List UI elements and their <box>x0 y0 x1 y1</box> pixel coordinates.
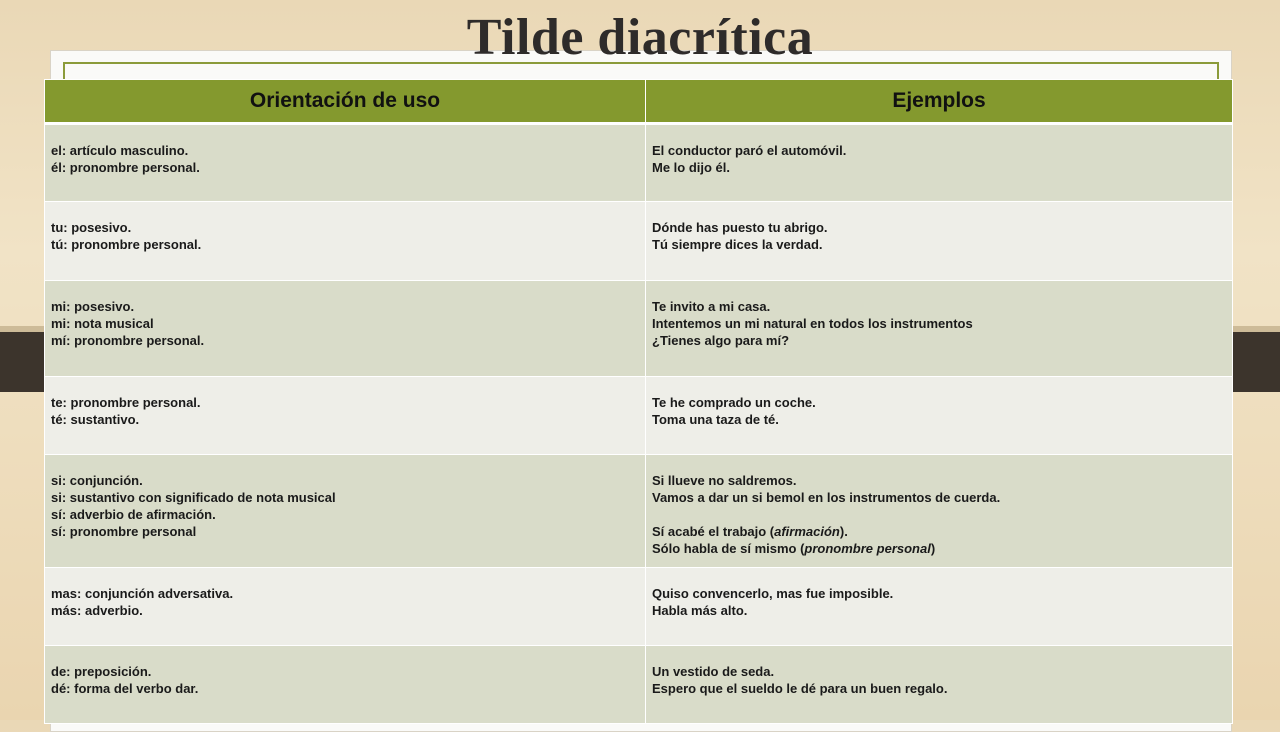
uso-line: te: pronombre personal. <box>51 395 201 410</box>
example-line <box>652 540 1226 557</box>
cell-ejemplos <box>646 646 1233 724</box>
cell-ejemplos <box>646 281 1233 377</box>
example-line: Espero que el sueldo le dé para un buen regalo. <box>652 681 948 696</box>
example-line <box>652 523 1226 540</box>
uso-line: él: pronombre personal. <box>51 160 200 175</box>
example-line: Un vestido de seda. <box>652 664 775 679</box>
cell-ejemplos <box>646 202 1233 281</box>
wood-band-right <box>1232 332 1280 392</box>
cell-uso <box>45 281 646 377</box>
cell-uso <box>45 202 646 281</box>
diacritic-table <box>44 79 1233 724</box>
uso-line: tú: pronombre personal. <box>51 237 202 252</box>
uso-line: tu: posesivo. <box>51 220 132 235</box>
example-line: Tú siempre dices la verdad. <box>652 237 823 252</box>
table-row <box>45 281 1233 377</box>
uso-line: mi: nota musical <box>51 316 154 331</box>
example-text: ) <box>930 541 936 556</box>
column-header-ejemplos: Ejemplos <box>646 80 1233 124</box>
wood-band-left <box>0 332 46 392</box>
cell-uso <box>45 377 646 455</box>
uso-line: si: sustantivo con significado de nota musical <box>51 490 336 505</box>
example-line: Me lo dijo él. <box>652 160 731 175</box>
example-italic: afirmación <box>774 524 840 539</box>
example-text: Sólo habla de sí mismo ( <box>652 541 805 556</box>
uso-line: más: adverbio. <box>51 603 143 618</box>
cell-uso <box>45 568 646 646</box>
example-line: Toma una taza de té. <box>652 412 779 427</box>
uso-line: dé: forma del verbo dar. <box>51 681 199 696</box>
example-line: Te he comprado un coche. <box>652 395 816 410</box>
uso-line: de: preposición. <box>51 664 152 679</box>
cell-uso <box>45 455 646 568</box>
example-line: Dónde has puesto tu abrigo. <box>652 220 828 235</box>
table-row <box>45 377 1233 455</box>
example-italic: pronombre personal <box>804 541 931 556</box>
example-line: Habla más alto. <box>652 603 748 618</box>
cell-ejemplos <box>646 568 1233 646</box>
example-line: Te invito a mi casa. <box>652 299 771 314</box>
example-line: ¿Tienes algo para mí? <box>652 333 790 348</box>
table-header-row <box>45 80 1233 124</box>
example-line: Quiso convencerlo, mas fue imposible. <box>652 586 894 601</box>
cell-uso <box>45 124 646 202</box>
cell-uso <box>45 646 646 724</box>
example-line: Si llueve no saldremos. <box>652 473 797 488</box>
uso-line: sí: adverbio de afirmación. <box>51 507 216 522</box>
table-row <box>45 202 1233 281</box>
table-row <box>45 568 1233 646</box>
cell-ejemplos <box>646 377 1233 455</box>
example-line: Intentemos un mi natural en todos los instrumentos <box>652 316 973 331</box>
column-header-uso: Orientación de uso <box>45 80 646 124</box>
cell-ejemplos <box>646 455 1233 568</box>
uso-line: mas: conjunción adversativa. <box>51 586 234 601</box>
uso-line: mi: posesivo. <box>51 299 135 314</box>
uso-line: mí: pronombre personal. <box>51 333 205 348</box>
table-row <box>45 455 1233 568</box>
uso-line: el: artículo masculino. <box>51 143 189 158</box>
table-row <box>45 646 1233 724</box>
example-spacer <box>652 506 1226 523</box>
example-line: Vamos a dar un si bemol en los instrumentos de cuerda. <box>652 490 1001 505</box>
example-text: Sí acabé el trabajo ( <box>652 524 775 539</box>
cell-ejemplos <box>646 124 1233 202</box>
uso-line: sí: pronombre personal <box>51 524 197 539</box>
table-row <box>45 124 1233 202</box>
example-line: El conductor paró el automóvil. <box>652 143 847 158</box>
slide-title: Tilde diacrítica <box>466 9 814 66</box>
example-text: ). <box>839 524 848 539</box>
uso-line: si: conjunción. <box>51 473 143 488</box>
uso-line: té: sustantivo. <box>51 412 140 427</box>
